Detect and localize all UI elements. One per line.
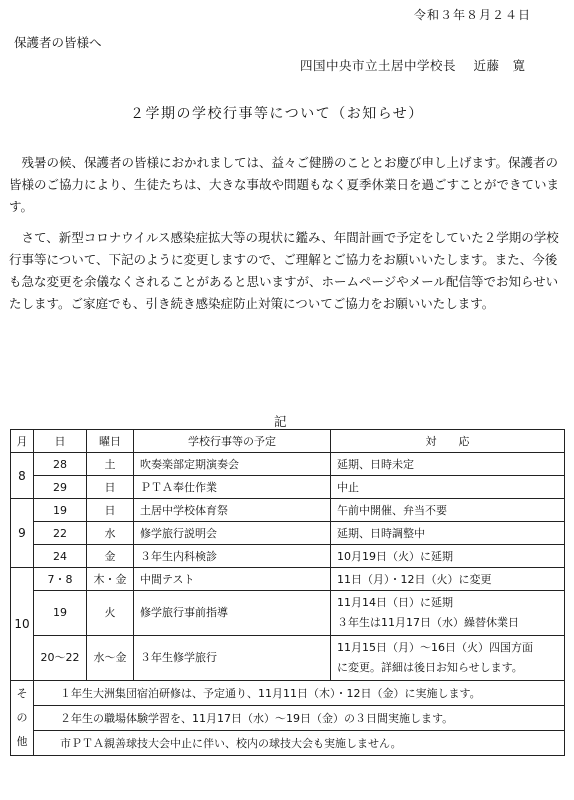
- response-line: 11月14日（日）に延期: [337, 596, 453, 609]
- response-line: に変更。詳細は後日お知らせします。: [337, 661, 523, 674]
- other-row: [11, 681, 565, 706]
- date: 令和３年８月２４日: [414, 8, 532, 22]
- response-cell: 中止: [331, 476, 565, 499]
- response-cell: 延期、日時調整中: [331, 522, 565, 545]
- weekday-cell: 土: [87, 453, 134, 476]
- event-cell: ＰＴＡ奉仕作業: [134, 476, 331, 499]
- header-event: 学校行事等の予定: [134, 430, 331, 453]
- day-cell: 22: [34, 522, 87, 545]
- page-title: ２学期の学校行事等について（お知らせ）: [130, 106, 424, 122]
- response-cell: 延期、日時未定: [331, 453, 565, 476]
- day-cell: 28: [34, 453, 87, 476]
- header-day: 日: [34, 430, 87, 453]
- weekday-cell: 水: [87, 522, 134, 545]
- other-label-char: そ: [16, 687, 28, 700]
- header-month: 月: [11, 430, 34, 453]
- other-item: １年生大洲集団宿泊研修は、予定通り、11月11日（木）・12日（金）に実施します。: [34, 681, 565, 706]
- table-row: [11, 591, 565, 636]
- response-cell: [331, 636, 565, 681]
- table-row: [11, 545, 565, 568]
- month-cell: 9: [11, 499, 34, 568]
- weekday-cell: 日: [87, 499, 134, 522]
- day-cell: 24: [34, 545, 87, 568]
- other-label-char: の: [16, 711, 28, 724]
- notice-paragraph: さて、新型コロナウイルス感染症拡大等の現状に鑑み、年間計画で予定をしていた２学期の学校行事等について、下記のように変更しますので、ご理解とご協力をお願いいたします。また、今後も急な変更を余儀なくされることがあると思いますが、ホームページやメール配信等でお知らせいたします。ご家庭でも、引き続き感染症防止対策についてご協力をお願いいたします。: [9, 230, 559, 311]
- event-cell: 土居中学校体育祭: [134, 499, 331, 522]
- table-row: [11, 568, 565, 591]
- header-weekday: 曜日: [87, 430, 134, 453]
- event-cell: 修学旅行説明会: [134, 522, 331, 545]
- weekday-cell: 水～金: [87, 636, 134, 681]
- header-response: 対 応: [331, 430, 565, 453]
- response-cell: 10月19日（火）に延期: [331, 545, 565, 568]
- other-item: ２年生の職場体験学習を、11月17日（水）～19日（金）の３日間実施します。: [34, 706, 565, 731]
- weekday-cell: 金: [87, 545, 134, 568]
- table-row: [11, 636, 565, 681]
- other-label-cell: [11, 681, 34, 756]
- table-row: [11, 476, 565, 499]
- other-item: 市ＰＴＡ親善球技大会中止に伴い、校内の球技大会も実施しません。: [34, 731, 565, 756]
- sender: 四国中央市立土居中学校長 近藤 寛: [300, 58, 526, 73]
- response-line: 11月15日（月）～16日（火）四国方面: [337, 641, 533, 654]
- weekday-cell: 日: [87, 476, 134, 499]
- ki-heading: 記: [274, 414, 287, 429]
- event-cell: 修学旅行事前指導: [134, 591, 331, 636]
- day-cell: 29: [34, 476, 87, 499]
- response-line: ３年生は11月17日（水）繰替休業日: [337, 616, 519, 629]
- month-cell: 8: [11, 453, 34, 499]
- other-label-char: 他: [16, 735, 28, 748]
- table-row: [11, 499, 565, 522]
- event-cell: ３年生内科検診: [134, 545, 331, 568]
- table-row: [11, 522, 565, 545]
- month-cell: 10: [11, 568, 34, 681]
- greeting-paragraph: 残暑の候、保護者の皆様におかれましては、益々ご健勝のこととお慶び申し上げます。保護者の皆様のご協力により、生徒たちは、大きな事故や問題もなく夏季休業日を過ごすことができています。: [9, 155, 560, 214]
- event-cell: 中間テスト: [134, 568, 331, 591]
- event-cell: 吹奏楽部定期演奏会: [134, 453, 331, 476]
- day-cell: 7・8: [34, 568, 87, 591]
- other-row: [11, 731, 565, 756]
- weekday-cell: 木・金: [87, 568, 134, 591]
- weekday-cell: 火: [87, 591, 134, 636]
- day-cell: 20～22: [34, 636, 87, 681]
- day-cell: 19: [34, 499, 87, 522]
- other-row: [11, 706, 565, 731]
- table-row: [11, 453, 565, 476]
- event-cell: ３年生修学旅行: [134, 636, 331, 681]
- day-cell: 19: [34, 591, 87, 636]
- recipient: 保護者の皆様へ: [14, 35, 102, 50]
- response-cell: [331, 591, 565, 636]
- response-cell: 11日（月）・12日（火）に変更: [331, 568, 565, 591]
- response-cell: 午前中開催、弁当不要: [331, 499, 565, 522]
- schedule-table: [10, 429, 565, 756]
- table-header-row: [11, 430, 565, 453]
